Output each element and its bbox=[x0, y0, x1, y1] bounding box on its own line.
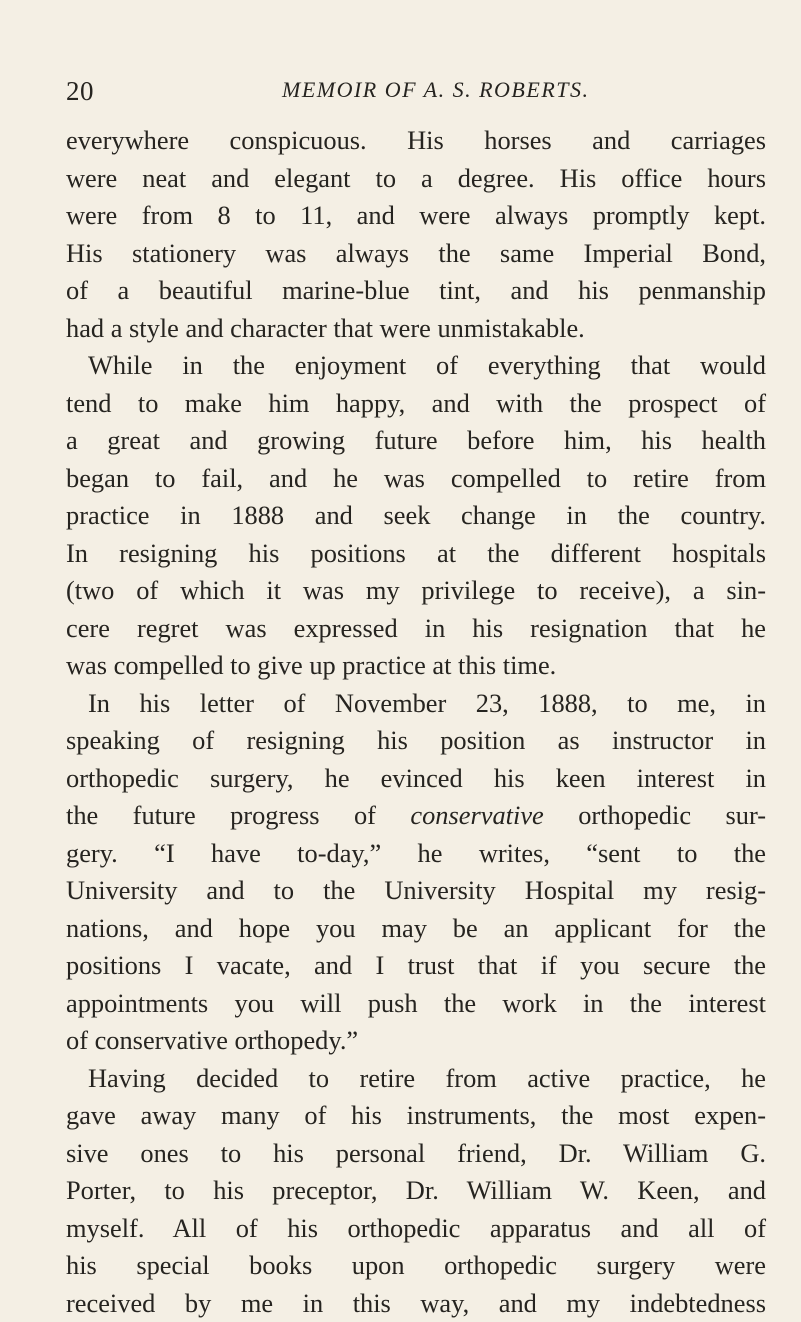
text-segment: orthopedic sur- bbox=[578, 800, 766, 830]
text-line: sive ones to his personal friend, Dr. William G. bbox=[66, 1135, 766, 1173]
text-line: speaking of resigning his position as instructor in bbox=[66, 722, 766, 760]
text-line: began to fail, and he was compelled to retire from bbox=[66, 460, 766, 498]
text-line: orthopedic surgery, he evinced his keen interest in bbox=[66, 760, 766, 798]
running-head: MEMOIR OF A. S. ROBERTS. bbox=[282, 77, 590, 103]
text-line: gave away many of his instruments, the most expen- bbox=[66, 1097, 766, 1135]
text-line: was compelled to give up practice at this time. bbox=[66, 647, 766, 685]
text-line: received by me in this way, and my indebtedness bbox=[66, 1285, 766, 1322]
text-line: were from 8 to 11, and were always promptly kept. bbox=[66, 197, 766, 235]
text-line: Having decided to retire from active practice, he bbox=[66, 1060, 766, 1098]
emphasis-conservative: conservative bbox=[410, 800, 543, 830]
text-line: everywhere conspicuous. His horses and carriages bbox=[66, 122, 766, 160]
page-number: 20 bbox=[66, 76, 94, 107]
text-line: of conservative orthopedy.” bbox=[66, 1022, 766, 1060]
text-line: In his letter of November 23, 1888, to me, in bbox=[66, 685, 766, 723]
text-line: Porter, to his preceptor, Dr. William W. Keen, and bbox=[66, 1172, 766, 1210]
text-line: were neat and elegant to a degree. His office hours bbox=[66, 160, 766, 198]
text-line: University and to the University Hospital my resig- bbox=[66, 872, 766, 910]
text-line: positions I vacate, and I trust that if you secure the bbox=[66, 947, 766, 985]
text-line: had a style and character that were unmistakable. bbox=[66, 310, 766, 348]
text-line: cere regret was expressed in his resignation that he bbox=[66, 610, 766, 648]
text-line: His stationery was always the same Imperial Bond, bbox=[66, 235, 766, 273]
text-line: tend to make him happy, and with the prospect of bbox=[66, 385, 766, 423]
text-line: While in the enjoyment of everything that would bbox=[66, 347, 766, 385]
text-line: (two of which it was my privilege to receive), a sin- bbox=[66, 572, 766, 610]
text-line: a great and growing future before him, his health bbox=[66, 422, 766, 460]
text-line: practice in 1888 and seek change in the country. bbox=[66, 497, 766, 535]
text-line: In resigning his positions at the different hospitals bbox=[66, 535, 766, 573]
text-line: his special books upon orthopedic surgery were bbox=[66, 1247, 766, 1285]
text-line: appointments you will push the work in the interest bbox=[66, 985, 766, 1023]
body-text bbox=[66, 122, 766, 1322]
page-header bbox=[66, 72, 766, 112]
text-line: gery. “I have to-day,” he writes, “sent to the bbox=[66, 835, 766, 873]
text-line bbox=[66, 797, 766, 835]
text-line: of a beautiful marine-blue tint, and his penmanship bbox=[66, 272, 766, 310]
text-line: nations, and hope you may be an applicant for the bbox=[66, 910, 766, 948]
text-segment: the future progress of bbox=[66, 800, 376, 830]
text-line: myself. All of his orthopedic apparatus and all of bbox=[66, 1210, 766, 1248]
